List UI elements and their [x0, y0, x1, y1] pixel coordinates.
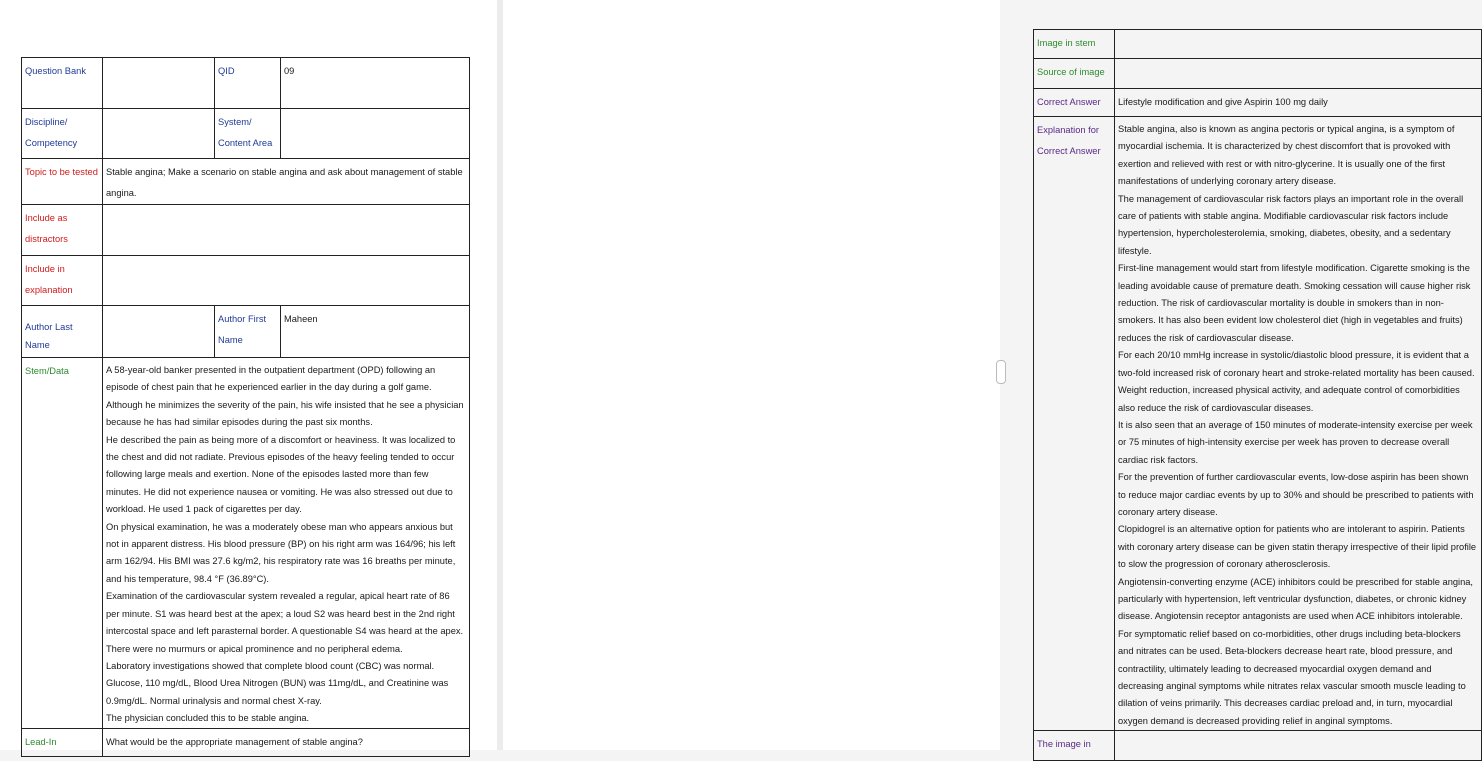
qid-label: QID	[215, 58, 281, 109]
stem-paragraph: Laboratory investigations showed that complete blood count (CBC) was normal. Glucose, 110 mg/dL, Blood Urea Nitrogen (BUN) was 11mg/dL, and Creatinine was 0.9mg/dL. Normal urinalysis and normal chest X-ray.	[106, 660, 449, 706]
correct-answer-label: Correct Answer	[1034, 89, 1115, 117]
question-template-table	[21, 57, 470, 757]
explanation-paragraph: The management of cardiovascular risk factors plays an important role in the overall care of patients with stable angina. Modifiable cardiovascular risk factors include hypertension, hypercholesterolemia, smoking, diabetes, obesity, and a sedentary lifestyle.	[1118, 193, 1464, 256]
discipline-label: Discipline/ Competency	[22, 109, 103, 159]
system-value[interactable]	[281, 109, 470, 159]
stem-paragraph: The physician concluded this to be stable angina.	[106, 713, 310, 724]
author-first-name-value[interactable]: Maheen	[281, 306, 470, 358]
leadin-value[interactable]: What would be the appropriate management of stable angina?	[103, 728, 470, 756]
row-discipline	[22, 109, 470, 159]
stem-paragraph: Examination of the cardiovascular system revealed a regular, apical heart rate of 86 per minute. S1 was heard best at the apex; a loud S2 was heard best in the 2nd right intercostal space and left parasternal border. A questionable S4 was heard at the apex. There were no murmurs or apical prominence and no peripheral edema.	[106, 591, 464, 654]
source-of-image-value[interactable]	[1115, 59, 1482, 89]
correct-answer-value[interactable]: Lifestyle modification and give Aspirin 100 mg daily	[1115, 89, 1482, 117]
qid-value[interactable]: 09	[281, 58, 470, 109]
row-image-in	[1034, 731, 1482, 761]
explanation-paragraph: Stable angina, also is known as angina pectoris or typical angina, is a symptom of myocardial ischemia. It is characterized by chest discomfort that is provoked with exertion and relieved with rest or with nitro-glycerine. It is usually one of the first manifestations of underlying coronary artery disease.	[1118, 124, 1455, 187]
row-question-bank	[22, 58, 470, 109]
explanation-paragraph: For each 20/10 mmHg increase in systolic/diastolic blood pressure, it is evident that a two-fold increased risk of coronary heart and stroke-related mortality has been caused. Weight reduction, increased physical activity, and adequate control of comorbidities also reduce the risk of cardiovascular diseases.	[1118, 350, 1475, 413]
row-source-of-image	[1034, 59, 1482, 89]
author-last-name-label: Author Last Name	[22, 306, 103, 358]
author-last-name-value[interactable]	[103, 306, 215, 358]
topic-label: Topic to be tested	[22, 159, 103, 205]
question-bank-label: Question Bank	[22, 58, 103, 109]
row-author	[22, 306, 470, 358]
explanation-paragraph: For the prevention of further cardiovascular events, low-dose aspirin has been shown to reduce major cardiac events by up to 30% and should be prescribed to patients with coronary artery disease.	[1118, 472, 1474, 517]
question-bank-value[interactable]	[103, 58, 215, 109]
row-explanation-correct	[1034, 117, 1482, 731]
stem-label: Stem/Data	[22, 358, 103, 729]
leadin-label: Lead-In	[22, 728, 103, 756]
explanation-correct-value[interactable]	[1115, 117, 1482, 731]
distractors-label: Include as distractors	[22, 205, 103, 256]
row-explanation	[22, 256, 470, 306]
row-image-in-stem	[1034, 30, 1482, 59]
explanation-paragraph: It is also seen that an average of 150 minutes of moderate-intensity exercise per week or 75 minutes of high-intensity exercise per week has proven to decrease overall cardiac risk factors.	[1118, 419, 1473, 465]
explanation-label: Include in explanation	[22, 256, 103, 306]
stem-paragraph: A 58-year-old banker presented in the outpatient department (OPD) following an episode of chest pain that he experienced earlier in the day during a golf game. Although he minimizes the severity of the pain, his wife insisted that he see a physician because he has had similar episodes during the past six months.	[106, 365, 464, 428]
explanation-paragraph: For symptomatic relief based on co-morbidities, other drugs including beta-blockers and nitrates can be used. Beta-blockers decrease heart rate, blood pressure, and contractility, ultimately leading to decreased myocardial oxygen demand and decreasing anginal symptoms while nitrates relax vascular smooth muscle leading to dilation of veins primarily. This decreases cardiac preload and, in turn, myocardial oxygen demand is decreased providing relief in anginal symptoms.	[1118, 628, 1466, 726]
distractors-value[interactable]	[103, 205, 470, 256]
stem-paragraph: He described the pain as being more of a discomfort or heaviness. It was localized to the chest and did not radiate. Previous episodes of the heavy feeling tended to occur following large meals and exertion. None of the episodes lasted more than few minutes. He did not experience nausea or vomiting. He was also stressed out due to workload. He used 1 pack of cigarettes per day.	[106, 434, 456, 515]
scroll-handle[interactable]	[996, 360, 1006, 384]
row-correct-answer	[1034, 89, 1482, 117]
image-in-stem-label: Image in stem	[1034, 30, 1115, 59]
discipline-value[interactable]	[103, 109, 215, 159]
source-of-image-label: Source of image	[1034, 59, 1115, 89]
explanation-paragraph: Angiotensin-converting enzyme (ACE) inhibitors could be prescribed for stable angina, particularly with hypertension, left ventricular dysfunction, diabetes, or chronic kidney disease. Angiotensin receptor antagonists are used when ACE inhibitors intolerable.	[1118, 576, 1474, 622]
image-in-value[interactable]	[1115, 731, 1482, 761]
answer-template-table	[1033, 29, 1482, 761]
explanation-paragraph: Clopidogrel is an alternative option for patients who are intolerant to aspirin. Patients with coronary artery disease can be given statin therapy irrespective of their lipid profile to slow the progression of coronary atherosclerosis.	[1118, 524, 1477, 570]
row-stem	[22, 358, 470, 729]
system-label: System/ Content Area	[215, 109, 281, 159]
row-distractors	[22, 205, 470, 256]
explanation-correct-label: Explanation for Correct Answer	[1034, 117, 1115, 731]
right-document-page	[503, 0, 1477, 750]
image-in-stem-value[interactable]	[1115, 30, 1482, 59]
left-document-page	[0, 0, 497, 750]
explanation-value[interactable]	[103, 256, 470, 306]
row-leadin	[22, 728, 470, 756]
topic-value[interactable]: Stable angina; Make a scenario on stable angina and ask about management of stable angina.	[103, 159, 470, 205]
image-in-label: The image in	[1034, 731, 1115, 761]
stem-paragraph: On physical examination, he was a moderately obese man who appears anxious but not in apparent distress. His blood pressure (BP) on his right arm was 164/96; his left arm 162/94. His BMI was 27.6 kg/m2, his respiratory rate was 16 breaths per minute, and his temperature, 98.4 °F (36.89°C).	[106, 521, 456, 584]
stem-value[interactable]	[103, 358, 470, 729]
row-topic	[22, 159, 470, 205]
explanation-paragraph: First-line management would start from lifestyle modification. Cigarette smoking is the leading avoidable cause of premature death. Smoking cessation will cause higher risk reduction. The risk of cardiovascular mortality is double in smokers than in non-smokers. It has also been evident low cholesterol diet (high in vegetables and fruits) reduces the risk of cardiovascular disease.	[1118, 263, 1471, 343]
author-first-name-label: Author First Name	[215, 306, 281, 358]
